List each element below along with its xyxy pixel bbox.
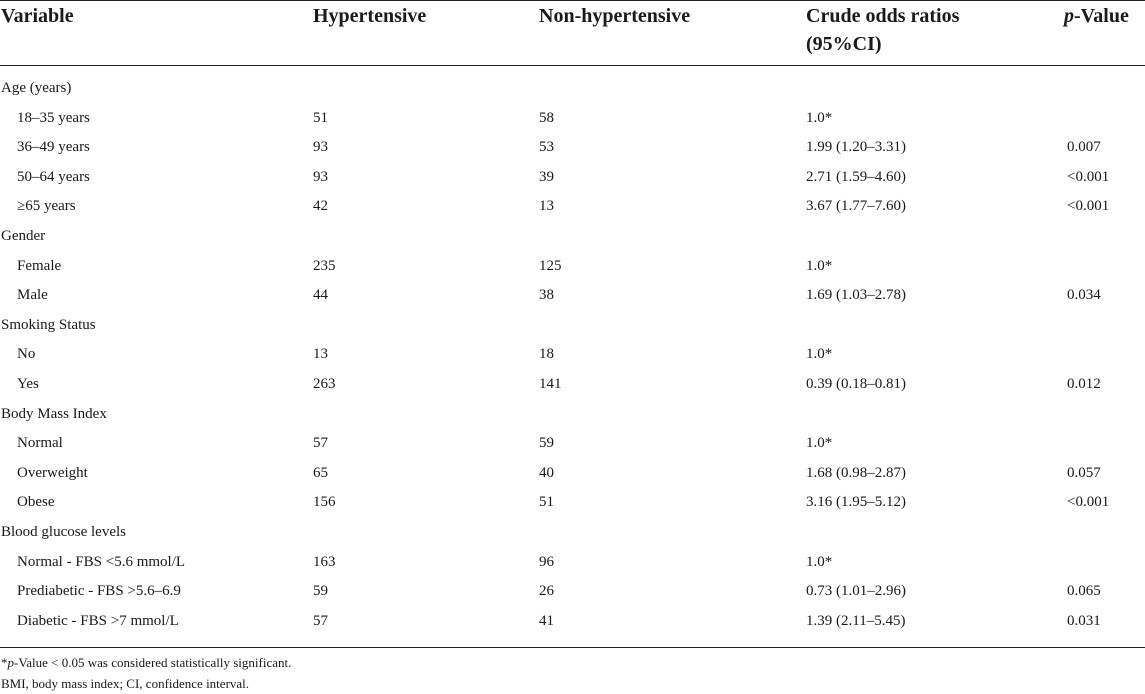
table-group-row xyxy=(0,74,1145,104)
table-body xyxy=(0,74,1145,636)
cell-hypertensive: 42 xyxy=(313,198,328,215)
cell-non-hypertensive: 18 xyxy=(539,346,554,363)
cell-variable: Obese xyxy=(17,494,55,511)
table-row xyxy=(0,577,1145,607)
footnote-asterisk: * xyxy=(1,655,8,670)
footnote-abbreviations: BMI, body mass index; CI, confidence interval. xyxy=(1,676,250,691)
cell-non-hypertensive: 51 xyxy=(539,494,554,511)
cell-p-value: 0.031 xyxy=(1067,612,1101,629)
cell-hypertensive: 263 xyxy=(313,375,336,392)
cell-non-hypertensive: 38 xyxy=(539,287,554,304)
table-group-row xyxy=(0,222,1145,252)
cell-p-value: <0.001 xyxy=(1067,198,1110,215)
cell-hypertensive: 13 xyxy=(313,346,328,363)
cell-variable: Male xyxy=(17,287,48,304)
header-hypertensive: Hypertensive xyxy=(313,5,427,27)
cell-odds-ratio: 1.0* xyxy=(806,257,833,274)
cell-odds-ratio: 1.68 (0.98–2.87) xyxy=(806,464,906,481)
table-row xyxy=(0,370,1145,400)
cell-non-hypertensive: 58 xyxy=(539,109,554,126)
cell-non-hypertensive: 53 xyxy=(539,139,554,156)
cell-non-hypertensive: 41 xyxy=(539,612,554,629)
cell-variable: Prediabetic - FBS >5.6–6.9 xyxy=(17,583,181,600)
cell-odds-ratio: 1.0* xyxy=(806,435,833,452)
footnote-significance-text: -Value < 0.05 was considered statistically significant. xyxy=(14,655,292,670)
cell-p-value: 0.065 xyxy=(1067,583,1101,600)
table-row xyxy=(0,459,1145,489)
cell-p-value: 0.034 xyxy=(1067,287,1101,304)
header-non-hypertensive: Non-hypertensive xyxy=(539,5,691,27)
cell-odds-ratio: 1.0* xyxy=(806,553,833,570)
table-row xyxy=(0,281,1145,311)
cell-variable: Yes xyxy=(17,375,39,392)
cell-odds-ratio: 3.67 (1.77–7.60) xyxy=(806,198,906,215)
cell-variable: 18–35 years xyxy=(17,109,90,126)
cell-odds-ratio: 0.73 (1.01–2.96) xyxy=(806,583,906,600)
cell-variable: Normal - FBS <5.6 mmol/L xyxy=(17,553,186,570)
cell-p-value: 0.012 xyxy=(1067,375,1101,392)
header-bottom-rule xyxy=(0,65,1145,66)
table-group-row xyxy=(0,400,1145,430)
cell-hypertensive: 57 xyxy=(313,435,328,452)
table-row xyxy=(0,488,1145,518)
table-top-rule xyxy=(0,0,1145,1)
cell-hypertensive: 65 xyxy=(313,464,328,481)
table-row xyxy=(0,252,1145,282)
cell-variable: 50–64 years xyxy=(17,168,90,185)
cell-variable: Overweight xyxy=(17,464,88,481)
cell-variable: 36–49 years xyxy=(17,139,90,156)
table-row xyxy=(0,340,1145,370)
cell-odds-ratio: 1.39 (2.11–5.45) xyxy=(806,612,906,629)
cell-variable: Age (years) xyxy=(1,80,72,96)
table-row xyxy=(0,163,1145,193)
cell-hypertensive: 93 xyxy=(313,139,328,156)
cell-odds-ratio: 2.71 (1.59–4.60) xyxy=(806,168,906,185)
header-crude-or-line1: Crude odds ratios xyxy=(806,5,960,27)
cell-odds-ratio: 1.0* xyxy=(806,346,833,363)
cell-variable: Diabetic - FBS >7 mmol/L xyxy=(17,612,179,629)
cell-odds-ratio: 3.16 (1.95–5.12) xyxy=(806,494,906,511)
cell-non-hypertensive: 125 xyxy=(539,257,562,274)
cell-variable: Body Mass Index xyxy=(1,405,107,422)
cell-p-value: 0.057 xyxy=(1067,464,1101,481)
cell-non-hypertensive: 39 xyxy=(539,168,554,185)
cell-odds-ratio: 1.99 (1.20–3.31) xyxy=(806,139,906,156)
cell-variable: Normal xyxy=(17,435,63,452)
header-p-value xyxy=(1064,2,1129,30)
table-row xyxy=(0,607,1145,637)
cell-variable: Blood glucose levels xyxy=(1,523,126,540)
table-row xyxy=(0,133,1145,163)
cell-hypertensive: 44 xyxy=(313,287,328,304)
header-crude-odds-ratio xyxy=(806,2,959,58)
header-crude-or-line2: (95%CI) xyxy=(806,33,882,55)
table-row xyxy=(0,429,1145,459)
cell-hypertensive: 59 xyxy=(313,583,328,600)
cell-variable: Female xyxy=(17,257,62,274)
cell-odds-ratio: 1.69 (1.03–2.78) xyxy=(806,287,906,304)
cell-odds-ratio: 1.0* xyxy=(806,109,833,126)
cell-odds-ratio: 0.39 (0.18–0.81) xyxy=(806,375,906,392)
header-variable: Variable xyxy=(1,5,74,27)
table-group-row xyxy=(0,518,1145,548)
table-row xyxy=(0,548,1145,578)
cell-non-hypertensive: 96 xyxy=(539,553,554,570)
header-p-rest: -Value xyxy=(1074,5,1129,27)
cell-hypertensive: 51 xyxy=(313,109,328,126)
cell-p-value: <0.001 xyxy=(1067,168,1110,185)
cell-non-hypertensive: 40 xyxy=(539,464,554,481)
footnote-p-italic: p xyxy=(7,655,14,670)
table-row xyxy=(0,104,1145,134)
cell-hypertensive: 235 xyxy=(313,257,336,274)
cell-non-hypertensive: 141 xyxy=(539,375,562,392)
table-bottom-rule xyxy=(0,647,1145,648)
table-group-row xyxy=(0,311,1145,341)
cell-p-value: 0.007 xyxy=(1067,139,1101,156)
cell-non-hypertensive: 26 xyxy=(539,583,554,600)
cell-hypertensive: 156 xyxy=(313,494,336,511)
cell-non-hypertensive: 59 xyxy=(539,435,554,452)
cell-p-value: <0.001 xyxy=(1067,494,1110,511)
cell-hypertensive: 163 xyxy=(313,553,336,570)
cell-hypertensive: 93 xyxy=(313,168,328,185)
cell-variable: ≥65 years xyxy=(17,198,76,215)
cell-variable: Smoking Status xyxy=(1,316,96,333)
cell-non-hypertensive: 13 xyxy=(539,198,554,215)
table-row xyxy=(0,192,1145,222)
cell-variable: No xyxy=(17,346,36,363)
footnote-significance xyxy=(1,654,291,672)
header-p-italic: p xyxy=(1064,5,1074,27)
cell-variable: Gender xyxy=(1,227,46,244)
cell-hypertensive: 57 xyxy=(313,612,328,629)
